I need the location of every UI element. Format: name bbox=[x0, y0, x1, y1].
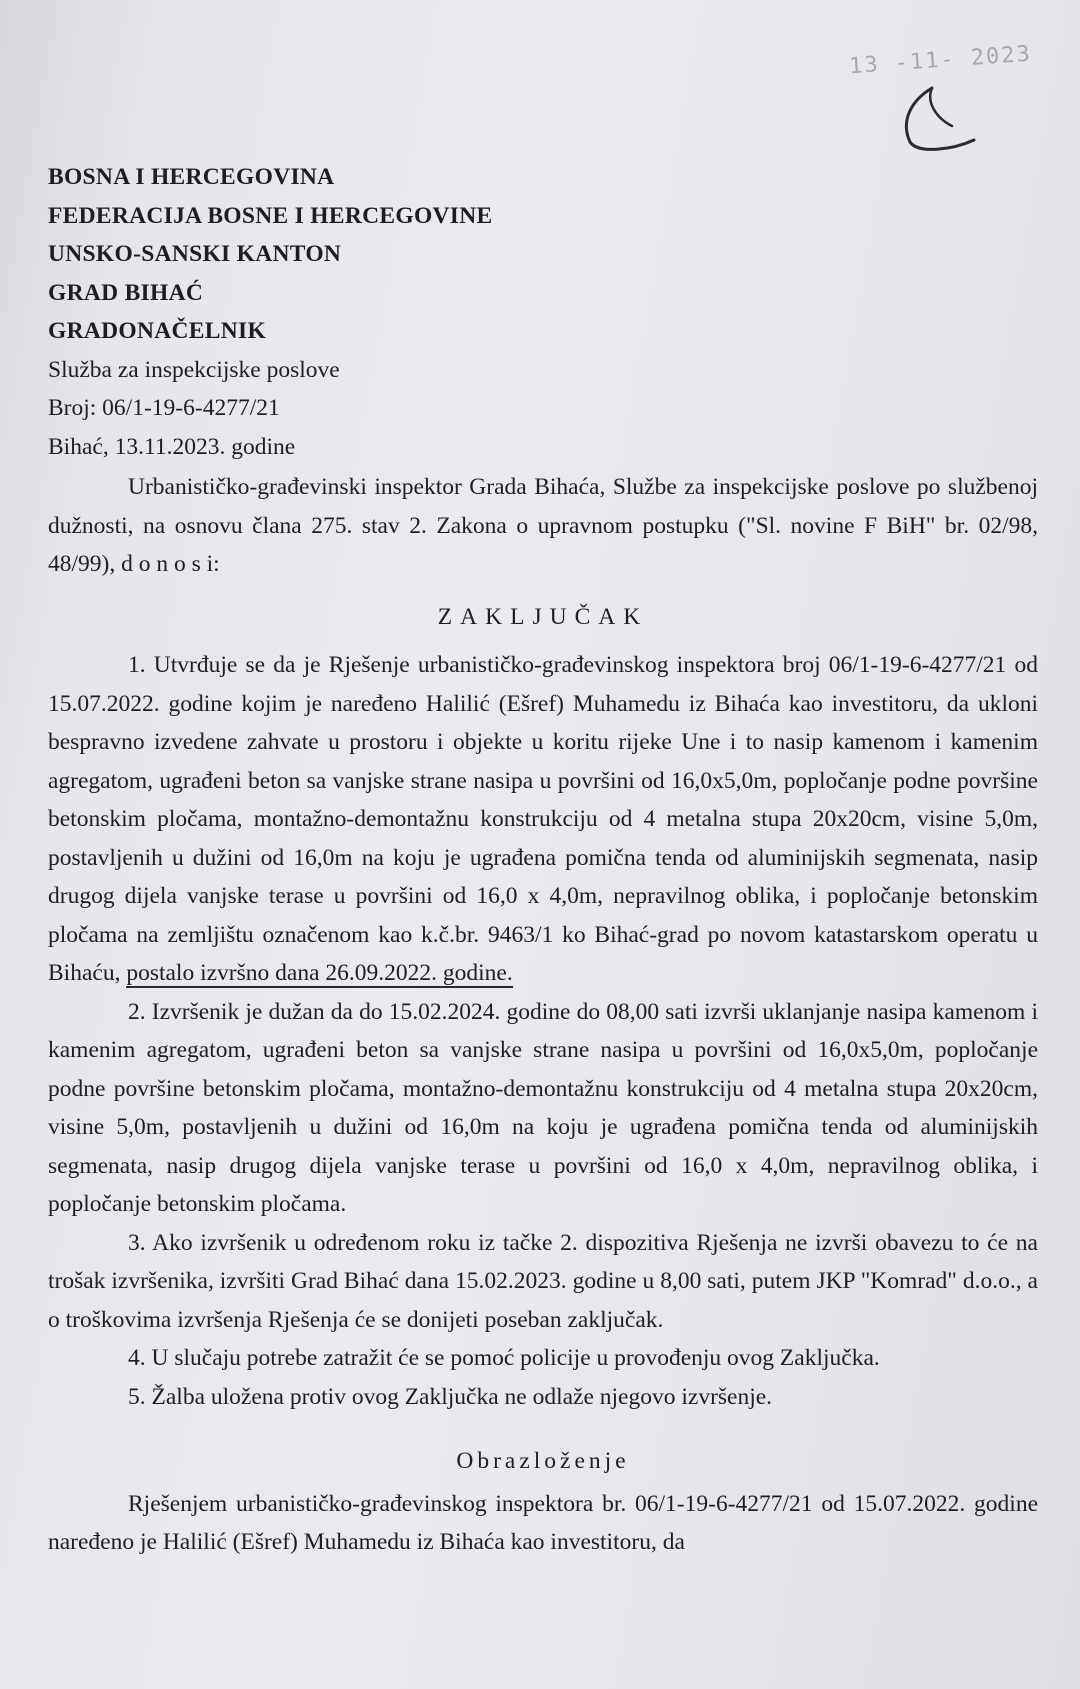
item-2: 2. Izvršenik je dužan da do 15.02.2024. godine do 08,00 sati izvrši uklanjanje nasipa kamenom i kamenim agregatom, ugrađeni beton sa vanjske strane nasipa u površini od 16,0x5,0m, popločanje podne površine betonskim pločama, montažno-demontažnu konstrukciju od 4 metalna stupa 20x20cm, visine 5,0m, postavljenih u dužini od 16,0m na koju je ugrađena pomična tenda od aluminijskih segmenata, nasip drugog dijela vanjske terase u površini od 16,0 x 4,0m, nepravilnog oblika, i popločanje betonskim pločama. bbox=[48, 998, 1038, 1217]
place-date: Bihać, 13.11.2023. godine bbox=[48, 433, 296, 460]
document-body bbox=[48, 158, 1038, 1562]
item-4: 4. U slučaju potrebe zatražit će se pomoć policije u provođenju ovog Zaključka. bbox=[128, 1345, 880, 1371]
item-1 bbox=[48, 646, 1038, 993]
item-1-underlined: postalo izvršno dana 26.09.2022. godine. bbox=[126, 960, 513, 986]
reference-number: Broj: 06/1-19-6-4277/21 bbox=[48, 395, 280, 421]
document-title: ZAKLJUČAK bbox=[437, 603, 649, 630]
reasoning-paragraph: Rješenjem urbanističko-građevinskog inspektora br. 06/1-19-6-4277/21 od 15.07.2022. godine naređeno je Halilić (Ešref) Muhamedu iz Bihaća kao investitoru, da bbox=[48, 1490, 1038, 1555]
item-1-text: 1. Utvrđuje se da je Rješenje urbanističko-građevinskog inspektora broj 06/1-19-6-4277/21 od 15.07.2022. godine kojim je naređeno Halilić (Ešref) Muhamedu iz Bihaća kao investitoru, da ukloni bespravno izvedene zahvate u prostoru i objekte u koritu rijeke Une i to nasip kamenom i kamenim agregatom, ugrađeni beton sa vanjske strane nasipa u površini od 16,0x5,0m, popločanje podne površine betonskim pločama, montažno-demontažnu konstrukciju od 4 metalna stupa 20x20cm, visine 5,0m, postavljenih u dužini od 16,0m na koju je ugrađena pomična tenda od aluminijskih segmenata, nasip drugog dijela vanjske terase u površini od 16,0 x 4,0m, nepravilnog oblika, i popločanje betonskim pločama na zemljištu označenom kao k.č.br. 9463/1 ko Bihać-grad po novom katastarskom operatu u Bihaću, bbox=[48, 652, 1038, 986]
item-5: 5. Žalba uložena protiv ovog Zaključka ne odlaže njegovo izvršenje. bbox=[128, 1383, 773, 1410]
intro-paragraph: Urbanističko-građevinski inspektor Grada Bihaća, Službe za inspekcijske poslove po službenoj dužnosti, na osnovu člana 275. stav 2. Zakona o upravnom postupku ("Sl. novine F BiH" br. 02/98, 48/99), d o n o s i: bbox=[48, 474, 1038, 577]
mayor-line: GRADONAČELNIK bbox=[48, 318, 267, 344]
city-line: GRAD BIHAĆ bbox=[48, 279, 204, 306]
service-line: Služba za inspekcijske poslove bbox=[48, 356, 340, 383]
federation-line: FEDERACIJA BOSNE I HERCEGOVINE bbox=[48, 202, 493, 229]
canton-line: UNSKO-SANSKI KANTON bbox=[48, 241, 342, 267]
signature-icon bbox=[892, 80, 992, 160]
item-3: 3. Ako izvršenik u određenom roku iz tačke 2. dispozitiva Rješenja ne izvrši obavezu to će na trošak izvršenika, izvršiti Grad Bihać dana 15.02.2023. godine u 8,00 sati, putem JKP "Komrad" d.o.o., a o troškovima izvršenja Rješenja će se donijeti poseban zaključak. bbox=[48, 1229, 1038, 1333]
letterhead bbox=[48, 158, 1038, 466]
country-line: BOSNA I HERCEGOVINA bbox=[48, 164, 335, 190]
reasoning-title: Obrazloženje bbox=[456, 1448, 630, 1474]
date-stamp: 13 -11- 2023 bbox=[848, 41, 1033, 80]
